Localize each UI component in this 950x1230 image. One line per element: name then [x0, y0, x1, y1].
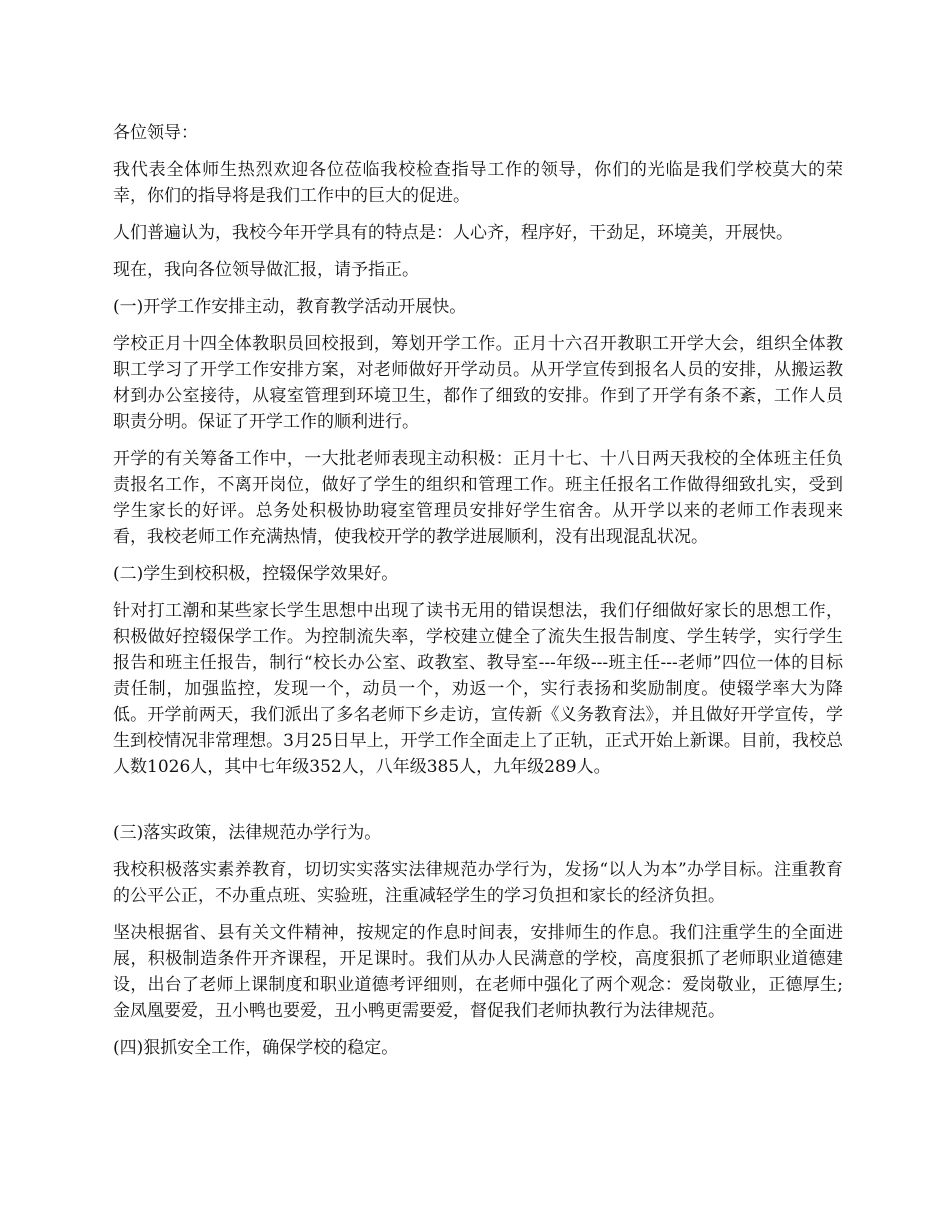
paragraph-welcome: 我代表全体师生热烈欢迎各位莅临我校检查指导工作的领导，你们的光临是我们学校莫大的荣幸，你们的指导将是我们工作中的巨大的促进。 [113, 160, 843, 206]
salutation: 各位领导： [113, 123, 198, 143]
document-body [113, 120, 843, 1072]
paragraph-section-3a: 我校积极落实素养教育，切切实实落实法律规范办学行为，发扬“以人为本”办学目标。注重教育的公平公正，不办重点班、实验班，注重减轻学生的学习负担和家长的经济负担。 [113, 860, 843, 906]
section-heading-3: (三)落实政策，法律规范办学行为。 [113, 823, 382, 843]
paragraph-features: 人们普遍认为，我校今年开学具有的特点是：人心齐，程序好，干劲足，环境美，开展快。 [113, 223, 793, 243]
paragraph-section-1a: 学校正月十四全体教职员回校报到，筹划开学工作。正月十六召开教职工开学大会，组织全体教职工学习了开学工作安排方案，对老师做好开学动员。从开学宣传到报名人员的安排，从搬运教材到办公室接待，从寝室管理到环境卫生，都作了细致的安排。作到了开学有条不紊，工作人员职责分明。保证了开学工作的顺利进行。 [113, 334, 843, 432]
section-heading-1: (一)开学工作安排主动，教育教学活动开展快。 [113, 297, 467, 317]
paragraph-section-3b: 坚决根据省、县有关文件精神，按规定的作息时间表，安排师生的作息。我们注重学生的全面进展，积极制造条件开齐课程，开足课时。我们从办人民满意的学校，高度狠抓了老师职业道德建设，出台了老师上课制度和职业道德考评细则，在老师中强化了两个观念：爱岗敬业，正德厚生;金凤凰要爱，丑小鸭也要爱，丑小鸭更需要爱，督促我们老师执教行为法律规范。 [113, 923, 843, 1021]
paragraph-section-2: 针对打工潮和某些家长学生思想中出现了读书无用的错误想法，我们仔细做好家长的思想工作，积极做好控辍保学工作。为控制流失率，学校建立健全了流失生报告制度、学生转学，实行学生报告和班主任报告，制行“校长办公室、政教室、教导室---年级---班主任---老师”四位一体的目标责任制，加强监控，发现一个，动员一个，劝返一个，实行表扬和奖励制度。使辍学率大为降低。开学前两天，我们派出了多名老师下乡走访，宣传新《义务教育法》，并且做好开学宣传，学生到校情况非常理想。3月25日早上，开学工作全面走上了正轨，正式开始上新课。目前，我校总人数1026人，其中七年级352人，八年级385人，九年级289人。 [113, 601, 843, 777]
paragraph-report-intro: 现在，我向各位领导做汇报，请予指正。 [113, 260, 419, 280]
section-heading-4: (四)狠抓安全工作，确保学校的稳定。 [113, 1038, 399, 1058]
section-heading-2: (二)学生到校积极，控辍保学效果好。 [113, 564, 399, 584]
paragraph-section-1b: 开学的有关筹备工作中，一大批老师表现主动积极：正月十七、十八日两天我校的全体班主任负责报名工作，不离开岗位，做好了学生的组织和管理工作。班主任报名工作做得细致扎实，受到学生家长的好评。总务处积极协助寝室管理员安排好学生宿舍。从开学以来的老师工作表现来看，我校老师工作充满热情，使我校开学的教学进展顺利，没有出现混乱状况。 [113, 449, 843, 547]
